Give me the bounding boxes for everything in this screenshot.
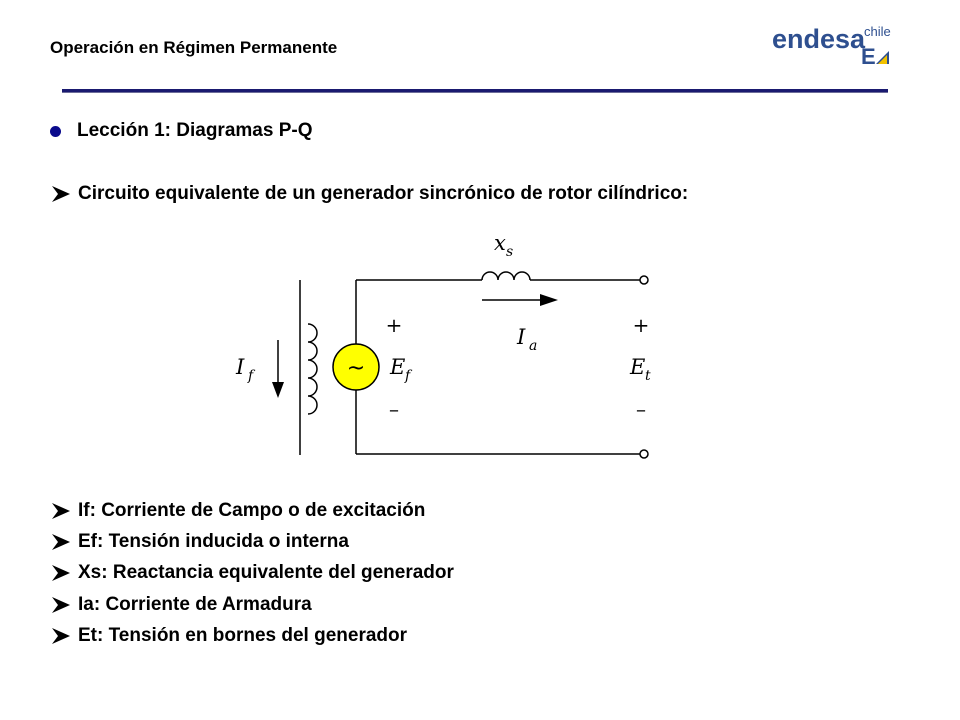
field-current-arrow: [272, 382, 284, 398]
terminal-voltage-sub: t: [645, 368, 651, 384]
arrowhead-bullet-icon: [50, 627, 72, 645]
arrowhead-bullet-icon: [50, 502, 72, 520]
armature-current-label: I: [517, 325, 526, 349]
definition-item: [50, 625, 407, 647]
terminal-bottom: [640, 450, 648, 458]
definition-item: [50, 594, 312, 616]
definition-item: [50, 531, 349, 553]
terminal-voltage-label: E: [630, 355, 646, 379]
emf-sub: f: [405, 368, 411, 384]
bullet-dot-icon: [50, 126, 61, 137]
field-current-label: I: [236, 355, 245, 379]
terminal-top: [640, 276, 648, 284]
field-current-sub: f: [248, 368, 254, 384]
definition-item: [50, 500, 425, 522]
definition-text: Ef: Tensión inducida o interna: [78, 531, 349, 552]
reactance-coil: [482, 272, 530, 280]
logo-brand: endesa: [772, 24, 866, 54]
logo-sub: chile: [864, 24, 891, 39]
armature-current-sub: a: [529, 338, 538, 354]
lesson-heading: [50, 120, 312, 142]
reactance-sub: s: [506, 244, 514, 260]
page-title: Operación en Régimen Permanente: [50, 38, 338, 57]
terminal-minus: –: [636, 397, 646, 421]
definition-text: Xs: Reactancia equivalente del generador: [78, 562, 454, 583]
emf-label: E: [390, 355, 406, 379]
source-symbol: ~: [346, 356, 366, 381]
arrowhead-bullet-icon: [50, 564, 72, 582]
definition-text: If: Corriente de Campo o de excitación: [78, 500, 426, 521]
armature-current-arrow: [540, 294, 558, 306]
section-heading-text: Circuito equivalente de un generador sincrónico de rotor cilíndrico:: [78, 183, 689, 204]
terminal-plus: +: [632, 313, 650, 337]
logo-mark: E: [861, 44, 876, 68]
definition-text: Et: Tensión en bornes del generador: [78, 625, 408, 646]
definition-text: Ia: Corriente de Armadura: [78, 594, 312, 615]
arrowhead-bullet-icon: [50, 596, 72, 614]
arrowhead-bullet-icon: [50, 185, 72, 203]
reactance-label: x: [494, 231, 506, 255]
section-heading: [50, 183, 688, 205]
endesa-logo: [772, 18, 892, 68]
lesson-title: Lección 1: Diagramas P-Q: [77, 120, 313, 141]
field-coil: [308, 324, 317, 414]
emf-minus: –: [389, 397, 399, 421]
emf-plus: +: [385, 313, 403, 337]
definition-item: [50, 562, 454, 584]
equivalent-circuit-diagram: [220, 220, 690, 470]
arrowhead-bullet-icon: [50, 533, 72, 551]
